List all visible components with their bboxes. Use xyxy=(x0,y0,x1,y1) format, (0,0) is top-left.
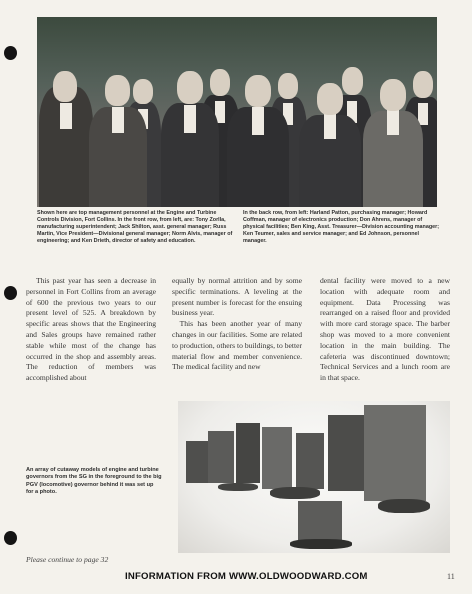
photo-figure xyxy=(39,47,93,207)
photo-caption-front-row: Shown here are top management personnel at the Engine and Turbine Controls Division, Fort Collins. In the front row, from left, are: Tony Zorlla, manufacturing superintendent; Jack Shilton, asst. general manager; Russ Martin, Vice President—Divisional general manager; Norm Alvis, manager of engineering; and Ken Drieth, director of safety and education. xyxy=(37,210,233,244)
binder-hole-top xyxy=(4,46,17,60)
photo-figure xyxy=(227,67,289,207)
article-column-1: This past year has seen a decrease in personnel in Fort Collins from an average of 600 the previous two years to our present level of 525. A breakdown by specific areas shows that the Engineering and Sales groups have remained rather stable while most of the change has occurred in the shop and assembly areas. The reduction of members was accomplished about xyxy=(26,276,156,383)
governor-models-caption: An array of cutaway models of engine and turbine governors from the SG in the foreground to the big PGV (locomotive) governor behind it was set up for a photo. xyxy=(26,467,162,496)
article-column-2: equally by normal attrition and by some specific terminations. A leveling at the present number is forecast for the ensuing business year. This has been another year of many changes in our facilities. Some are related to production, others to buildings, to better material flow and member convenience. The medical facility and new xyxy=(172,276,302,372)
source-banner: INFORMATION FROM WWW.OLDWOODWARD.COM xyxy=(125,571,368,582)
management-group-photo xyxy=(37,17,437,207)
photo-figure xyxy=(89,69,147,207)
photo-figure xyxy=(299,79,361,207)
continue-note: Please continue to page 32 xyxy=(26,555,109,564)
page-number: 11 xyxy=(447,572,455,581)
governor-models-photo xyxy=(178,401,450,553)
photo-caption-back-row: In the back row, from left: Harland Patton, purchasing manager; Howard Coffman, manager of electronics production; Don Ahrens, manager of physical facilities; Ben King, Asst. Treasurer—Division accounting manager; Ken Teumer, sales and service manager; and Ed Johnson, personnel manager. xyxy=(243,210,440,244)
photo-figure xyxy=(161,61,219,207)
binder-hole-middle xyxy=(4,286,17,300)
binder-hole-bottom xyxy=(4,531,17,545)
photo-figure xyxy=(363,73,423,207)
article-column-3: dental facility were moved to a new location with adequate room and equipment. Data Processing was rearranged on a raised floor and provided with more card storage space. The barber shop was moved to a more convenient location in the main building. The cafeteria was discontinued downtown; Technical Services and a lunch room are in that space. xyxy=(320,276,450,383)
